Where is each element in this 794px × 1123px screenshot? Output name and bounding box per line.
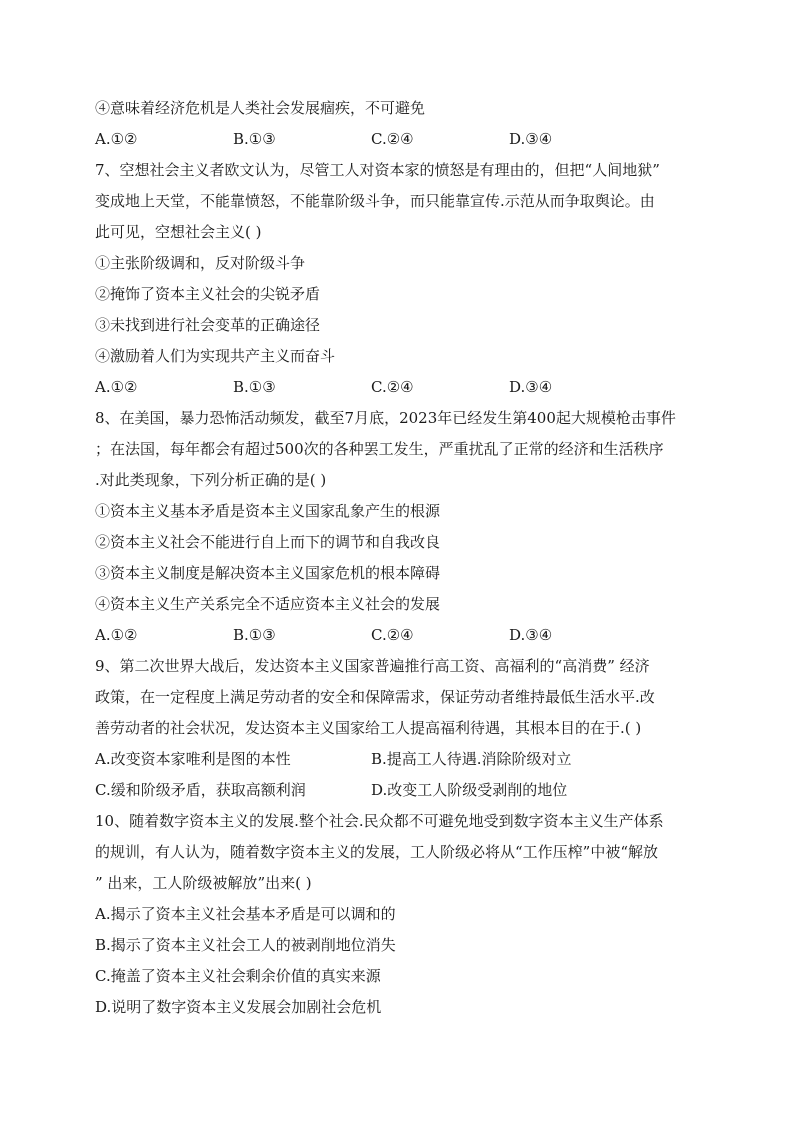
q6-option-a: A.①②: [95, 130, 138, 148]
q8-option-d: D.③④: [509, 626, 553, 644]
q10-stem-line-3: ” 出来，工人阶级被解放”出来( ): [95, 874, 312, 892]
q7-statement-3: ③未找到进行社会变革的正确途径: [95, 316, 321, 334]
q9-option-d: D.改变工人阶级受剥削的地位: [371, 781, 568, 799]
q7-stem-line-1: 7、空想社会主义者欧文认为，尽管工人对资本家的愤怒是有理由的，但把“人间地狱”: [95, 161, 660, 179]
q10-stem-line-2: 的规训，有人认为，随着数字资本主义的发展，工人阶级必将从“工作压榨”中被“解放: [95, 843, 659, 861]
q9-stem-line-2: 政策，在一定程度上满足劳动者的安全和保障需求，保证劳动者维持最低生活水平.改: [95, 688, 655, 706]
q9-stem-line-3: 善劳动者的社会状况，发达资本主义国家给工人提高福利待遇，其根本目的在于.( ): [95, 719, 642, 737]
q7-statement-1: ①主张阶级调和，反对阶级斗争: [95, 254, 306, 272]
q9-option-c: C.缓和阶级矛盾，获取高额利润: [95, 781, 306, 799]
q8-statement-4: ④资本主义生产关系完全不适应资本主义社会的发展: [95, 595, 441, 613]
q10-option-d: D.说明了数字资本主义发展会加剧社会危机: [95, 998, 382, 1016]
q9-option-b: B.提高工人待遇.消除阶级对立: [371, 750, 572, 768]
q7-stem-line-2: 变成地上天堂，不能靠愤怒，不能靠阶级斗争，而只能靠宣传.示范从而争取舆论。由: [95, 192, 655, 210]
q9-option-a: A.改变资本家唯利是图的本性: [95, 750, 291, 768]
q10-option-a: A.揭示了资本主义社会基本矛盾是可以调和的: [95, 905, 396, 923]
q6-option-c: C.②④: [371, 130, 414, 148]
q7-option-b: B.①③: [233, 378, 276, 396]
q10-option-c: C.掩盖了资本主义社会剩余价值的真实来源: [95, 967, 381, 985]
q7-option-c: C.②④: [371, 378, 414, 396]
q7-option-a: A.①②: [95, 378, 138, 396]
q8-stem-line-1: 8、在美国，暴力恐怖活动频发，截至7月底，2023年已经发生第400起大规模枪击事件: [95, 409, 676, 427]
q7-statement-2: ②掩饰了资本主义社会的尖锐矛盾: [95, 285, 321, 303]
q8-statement-3: ③资本主义制度是解决资本主义国家危机的根本障碍: [95, 564, 441, 582]
q7-option-d: D.③④: [509, 378, 553, 396]
q6-option-d: D.③④: [509, 130, 553, 148]
q8-option-b: B.①③: [233, 626, 276, 644]
q8-option-a: A.①②: [95, 626, 138, 644]
q8-statement-2: ②资本主义社会不能进行自上而下的调节和自我改良: [95, 533, 441, 551]
q7-stem-line-3: 此可见，空想社会主义( ): [95, 223, 262, 241]
q8-option-c: C.②④: [371, 626, 414, 644]
q10-stem-line-1: 10、随着数字资本主义的发展.整个社会.民众都不可避免地受到数字资本主义生产体系: [95, 812, 664, 830]
q6-option-b: B.①③: [233, 130, 276, 148]
q10-option-b: B.揭示了资本主义社会工人的被剥削地位消失: [95, 936, 396, 954]
q6-statement-4: ④意味着经济危机是人类社会发展痼疾，不可避免: [95, 99, 426, 117]
q8-stem-line-2: ；在法国，每年都会有超过500次的各种罢工发生，严重扰乱了正常的经济和生活秩序: [95, 440, 664, 458]
q8-statement-1: ①资本主义基本矛盾是资本主义国家乱象产生的根源: [95, 502, 441, 520]
q8-stem-line-3: .对此类现象，下列分析正确的是( ): [95, 471, 327, 489]
q7-statement-4: ④激励着人们为实现共产主义而奋斗: [95, 347, 336, 365]
q9-stem-line-1: 9、第二次世界大战后，发达资本主义国家普遍推行高工资、高福利的“高消费” 经济: [95, 657, 650, 675]
